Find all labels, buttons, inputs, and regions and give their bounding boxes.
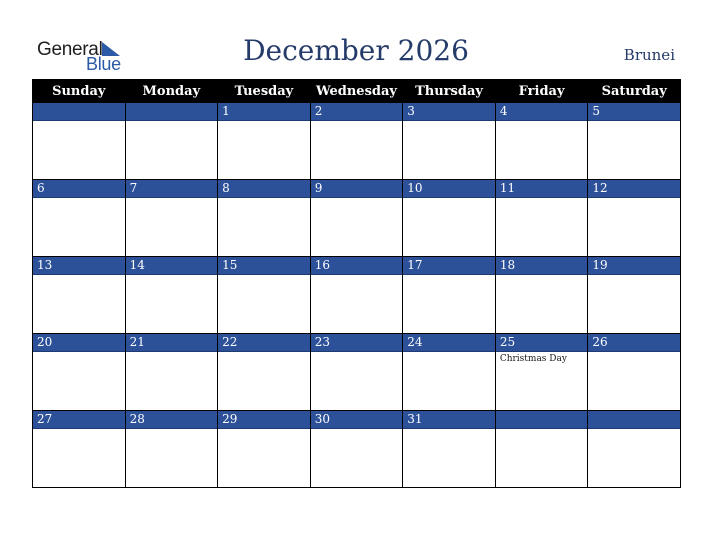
day-cell: [33, 411, 126, 488]
day-cell: [125, 257, 218, 334]
day-cell: [218, 180, 311, 257]
day-number: 11: [496, 180, 588, 198]
day-cell: [588, 103, 681, 180]
day-number: 2: [311, 103, 403, 121]
day-cell: [33, 180, 126, 257]
day-cell: [588, 180, 681, 257]
page-title: December 2026: [243, 34, 469, 67]
holiday-label: [33, 352, 125, 354]
holiday-label: [588, 198, 680, 200]
day-cell: [33, 103, 126, 180]
day-number: 3: [403, 103, 495, 121]
week-row: [33, 257, 681, 334]
holiday-label: [403, 121, 495, 123]
holiday-label: [588, 121, 680, 123]
day-cell: [218, 103, 311, 180]
day-number: 30: [311, 411, 403, 429]
logo-text-general: General: [37, 39, 103, 60]
holiday-label: [403, 352, 495, 354]
day-cell: [310, 257, 403, 334]
day-cell: [125, 103, 218, 180]
day-number: 12: [588, 180, 680, 198]
day-number: 29: [218, 411, 310, 429]
holiday-label: [126, 198, 218, 200]
day-number: 31: [403, 411, 495, 429]
holiday-label: [311, 198, 403, 200]
day-cell: [403, 180, 496, 257]
holiday-label: [311, 121, 403, 123]
day-number: 17: [403, 257, 495, 275]
holiday-label: [126, 121, 218, 123]
day-number: 24: [403, 334, 495, 352]
day-number: 15: [218, 257, 310, 275]
day-number: 13: [33, 257, 125, 275]
weekday-header: Sunday: [33, 80, 126, 103]
day-number: 22: [218, 334, 310, 352]
day-number: 1: [218, 103, 310, 121]
holiday-label: [496, 121, 588, 123]
holiday-label: [33, 429, 125, 431]
day-cell: [310, 411, 403, 488]
day-cell: [403, 257, 496, 334]
weekday-header: Tuesday: [218, 80, 311, 103]
day-number: 14: [126, 257, 218, 275]
day-cell: [403, 103, 496, 180]
holiday-label: Christmas Day: [499, 354, 567, 364]
day-number: 27: [33, 411, 125, 429]
holiday-label: [588, 352, 680, 354]
day-number: 19: [588, 257, 680, 275]
holiday-label: [33, 121, 125, 123]
day-number: [33, 103, 125, 121]
day-number: 5: [588, 103, 680, 121]
holiday-label: [126, 429, 218, 431]
week-row: [33, 103, 681, 180]
day-cell: [33, 257, 126, 334]
week-row: [33, 180, 681, 257]
day-number: [126, 103, 218, 121]
day-number: [496, 411, 588, 429]
day-cell: [403, 411, 496, 488]
weekday-header-row: [33, 80, 681, 103]
weekday-header: Friday: [495, 80, 588, 103]
day-number: 23: [311, 334, 403, 352]
day-number: 20: [33, 334, 125, 352]
day-cell: [588, 411, 681, 488]
day-number: 6: [33, 180, 125, 198]
weekday-header: Monday: [125, 80, 218, 103]
holiday-label: [311, 275, 403, 277]
day-cell: [125, 334, 218, 411]
holiday-label: [496, 198, 588, 200]
day-cell: [218, 257, 311, 334]
day-cell: [495, 180, 588, 257]
week-row: [33, 411, 681, 488]
country-label: Brunei: [623, 46, 675, 64]
day-cell: [495, 411, 588, 488]
holiday-label: [33, 275, 125, 277]
holiday-label: [218, 198, 310, 200]
day-cell: [125, 180, 218, 257]
day-number: 28: [126, 411, 218, 429]
day-cell: [495, 334, 588, 411]
weekday-header: Thursday: [403, 80, 496, 103]
day-cell: [218, 411, 311, 488]
holiday-label: [496, 429, 588, 431]
holiday-label: [33, 198, 125, 200]
holiday-label: [126, 275, 218, 277]
day-cell: [310, 103, 403, 180]
day-number: 8: [218, 180, 310, 198]
day-number: 10: [403, 180, 495, 198]
holiday-label: [218, 121, 310, 123]
weekday-header: Saturday: [588, 80, 681, 103]
day-number: 7: [126, 180, 218, 198]
weekday-header: Wednesday: [310, 80, 403, 103]
holiday-label: [403, 198, 495, 200]
day-number: 26: [588, 334, 680, 352]
holiday-label: [126, 352, 218, 354]
holiday-label: [588, 429, 680, 431]
holiday-label: [403, 275, 495, 277]
day-cell: [218, 334, 311, 411]
day-cell: [495, 257, 588, 334]
holiday-label: [218, 275, 310, 277]
day-number: 4: [496, 103, 588, 121]
day-cell: [588, 334, 681, 411]
day-number: 9: [311, 180, 403, 198]
day-cell: [33, 334, 126, 411]
day-number: 18: [496, 257, 588, 275]
day-cell: [403, 334, 496, 411]
logo-text-blue: Blue: [86, 54, 121, 74]
holiday-label: [218, 429, 310, 431]
day-cell: [310, 180, 403, 257]
day-cell: [495, 103, 588, 180]
holiday-label: [218, 352, 310, 354]
holiday-label: [588, 275, 680, 277]
day-number: [588, 411, 680, 429]
holiday-label: [403, 429, 495, 431]
day-number: 16: [311, 257, 403, 275]
day-cell: [125, 411, 218, 488]
day-number: 25: [496, 334, 588, 352]
month-calendar: [32, 79, 681, 488]
week-row: [33, 334, 681, 411]
day-cell: [588, 257, 681, 334]
day-cell: [310, 334, 403, 411]
holiday-label: [311, 429, 403, 431]
day-number: 21: [126, 334, 218, 352]
holiday-label: [311, 352, 403, 354]
holiday-label: [496, 275, 588, 277]
